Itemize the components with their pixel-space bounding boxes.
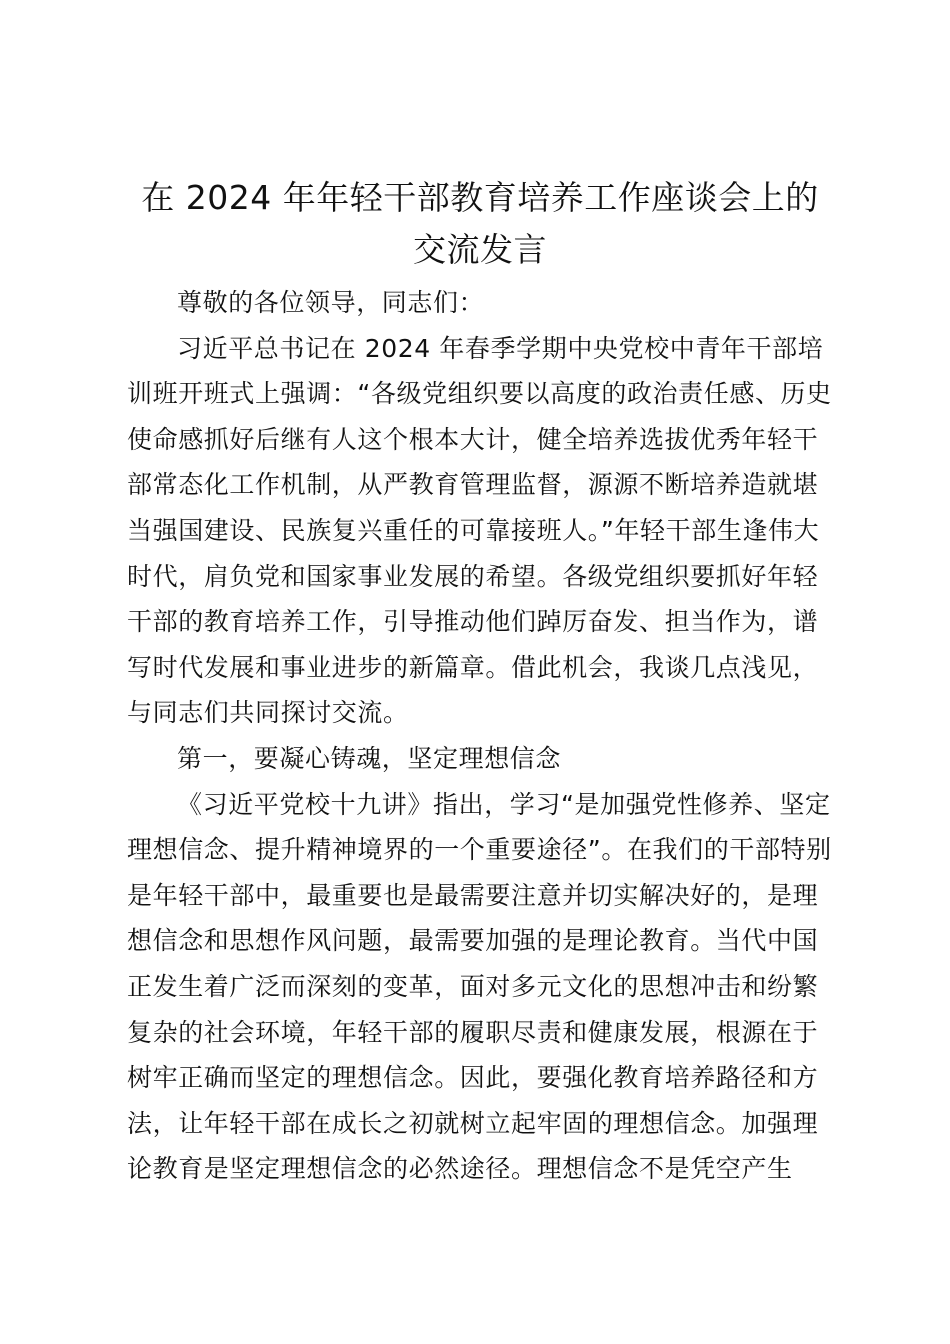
body-text-line: 论教育是坚定理想信念的必然途径。理想信念不是凭空产生	[127, 1154, 793, 1184]
body-text-line: 《习近平党校十九讲》指出，学习“是加强党性修养、坚定	[177, 789, 831, 819]
body-text-line: 尊敬的各位领导，同志们：	[177, 288, 485, 317]
body-text-line: 使命感抓好后继有人这个根本大计，健全培养选拔优秀年轻干	[127, 424, 819, 454]
body-text-line: 时代，肩负党和国家事业发展的希望。各级党组织要抓好年轻	[127, 561, 819, 591]
body-text-line: 树牢正确而坚定的理想信念。因此，要强化教育培养路径和方	[127, 1063, 819, 1093]
title-line-1: 在 2024 年年轻干部教育培养工作座谈会上的	[141, 178, 819, 217]
body-text-line: 想信念和思想作风问题，最需要加强的是理论教育。当代中国	[127, 926, 819, 956]
body-text-line: 理想信念、提升精神境界的一个重要途径”。在我们的干部特别	[127, 835, 832, 865]
document-body	[127, 280, 832, 1192]
body-text-line: 写时代发展和事业进步的新篇章。借此机会，我谈几点浅见，	[127, 652, 819, 682]
body-text-line: 是年轻干部中，最重要也是最需要注意并切实解决好的，是理	[127, 880, 819, 910]
document-title	[100, 172, 860, 276]
body-text-line: 正发生着广泛而深刻的变革，面对多元文化的思想冲击和纷繁	[127, 971, 819, 1001]
body-text-line: 干部的教育培养工作，引导推动他们踔厉奋发、担当作为，谱	[127, 607, 819, 637]
body-text-line: 习近平总书记在 2024 年春季学期中央党校中青年干部培	[177, 333, 824, 363]
body-text-line: 部常态化工作机制，从严教育管理监督，源源不断培养造就堪	[127, 470, 819, 500]
body-text-line: 当强国建设、民族复兴重任的可靠接班人。”年轻干部生逢伟大	[127, 515, 820, 545]
body-text-line: 法，让年轻干部在成长之初就树立起牢固的理想信念。加强理	[127, 1108, 819, 1138]
body-text-line: 训班开班式上强调：“各级党组织要以高度的政治责任感、历史	[127, 379, 832, 409]
body-text-line: 与同志们共同探讨交流。	[127, 698, 409, 728]
body-text-line: 复杂的社会环境，年轻干部的履职尽责和健康发展，根源在于	[127, 1017, 819, 1047]
body-text-line: 第一，要凝心铸魂，坚定理想信念	[177, 743, 562, 773]
title-line-2: 交流发言	[413, 230, 547, 269]
